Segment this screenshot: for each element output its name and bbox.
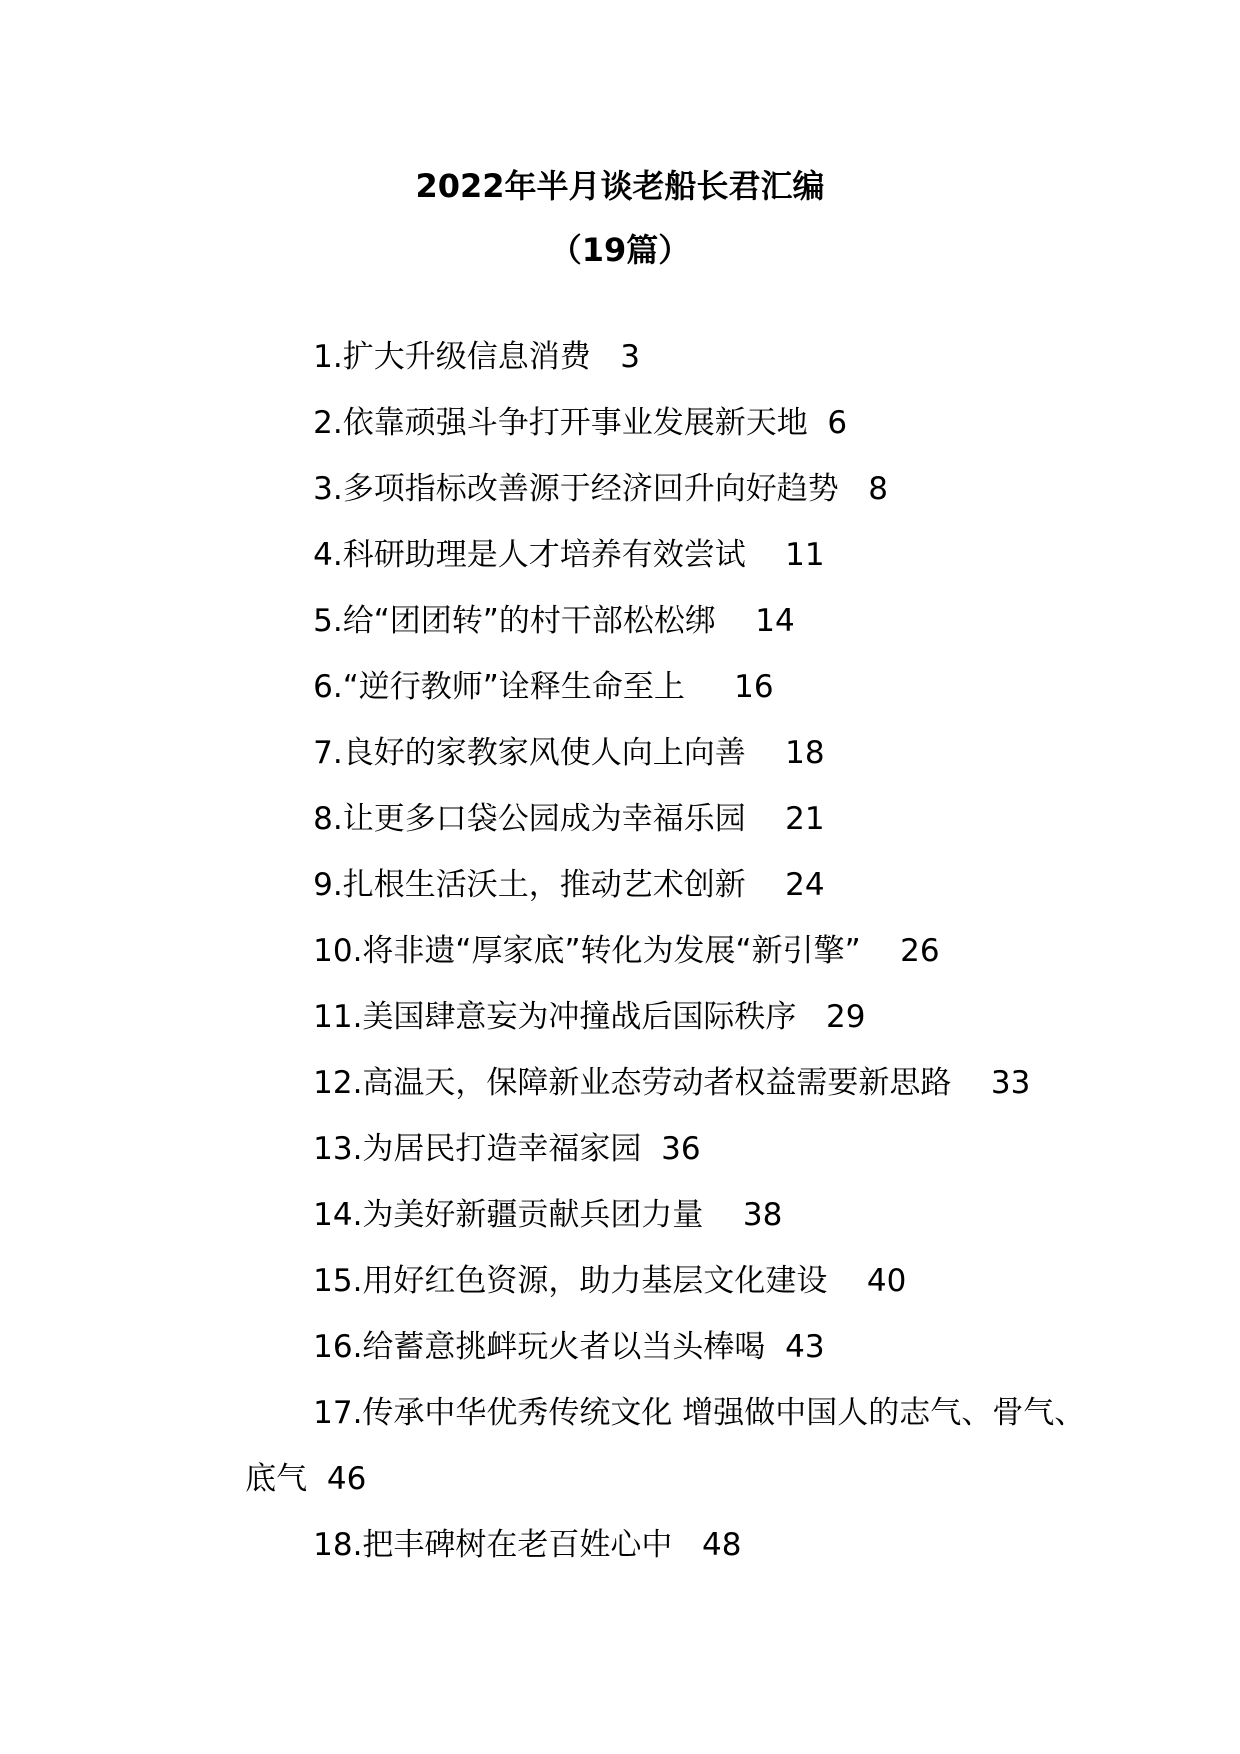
toc-item-page: 40 [866,1263,907,1299]
toc-item-page: 6 [827,405,848,441]
toc-item [254,1485,741,1605]
toc-item-page: 26 [900,933,940,969]
toc-item-page: 36 [661,1131,701,1167]
toc-item-title: 8.让更多口袋公园成为幸福乐园 [313,801,746,837]
toc-item-title: 6.“逆行教师”诠释生命至上 [313,669,685,705]
toc-item-title: 16.给蓄意挑衅玩火者以当头棒喝 [313,1329,766,1365]
toc-item-page: 33 [990,1065,1031,1101]
toc-item-page: 43 [785,1329,825,1365]
toc-item-page: 46 [326,1461,367,1497]
toc-item-page: 11 [785,537,825,573]
toc-item-title: 2.依靠顽强斗争打开事业发展新天地 [313,405,808,441]
toc-item-title: 14.为美好新疆贡献兵团力量 [313,1197,704,1233]
toc-item-title: 3.多项指标改善源于经济回升向好趋势 [313,471,839,507]
toc-item-title-continued: 底气 [245,1461,308,1497]
document-subtitle: （19篇） [549,231,691,269]
toc-item-page: 24 [785,867,825,903]
toc-item-page: 14 [755,603,795,639]
toc-item-title: 15.用好红色资源，助力基层文化建设 [313,1263,828,1299]
toc-item [254,1353,1085,1473]
toc-item-title: 10.将非遗“厚家底”转化为发展“新引擎” [313,933,861,969]
toc-item-title: 1.扩大升级信息消费 [313,339,591,375]
document-title: 2022年半月谈老船长君汇编 [415,167,825,205]
toc-item-page: 18 [785,735,825,771]
toc-item-title: 9.扎根生活沃土，推动艺术创新 [313,867,746,903]
toc-item-title: 12.高温天，保障新业态劳动者权益需要新思路 [313,1065,952,1101]
toc-item-title: 4.科研助理是人才培养有效尝试 [313,537,746,573]
toc-item-title: 17.传承中华优秀传统文化 增强做中国人的志气、骨气、 [313,1395,1086,1431]
toc-item-title: 18.把丰碑树在老百姓心中 [313,1527,673,1563]
toc-item-page: 48 [702,1527,742,1563]
toc-item-page: 21 [785,801,825,837]
toc-item-title: 11.美国肆意妄为冲撞战后国际秩序 [313,999,797,1035]
toc-item-page: 3 [620,339,640,375]
toc-item-page: 29 [826,999,866,1035]
toc-item-page: 38 [742,1197,783,1233]
toc-item-title: 13.为居民打造幸福家园 [313,1131,642,1167]
toc-item-page: 16 [734,669,774,705]
toc-item-title: 5.给“团团转”的村干部松松绑 [313,603,716,639]
toc-item-page: 8 [868,471,888,507]
toc-item-title: 7.良好的家教家风使人向上向善 [313,735,746,771]
